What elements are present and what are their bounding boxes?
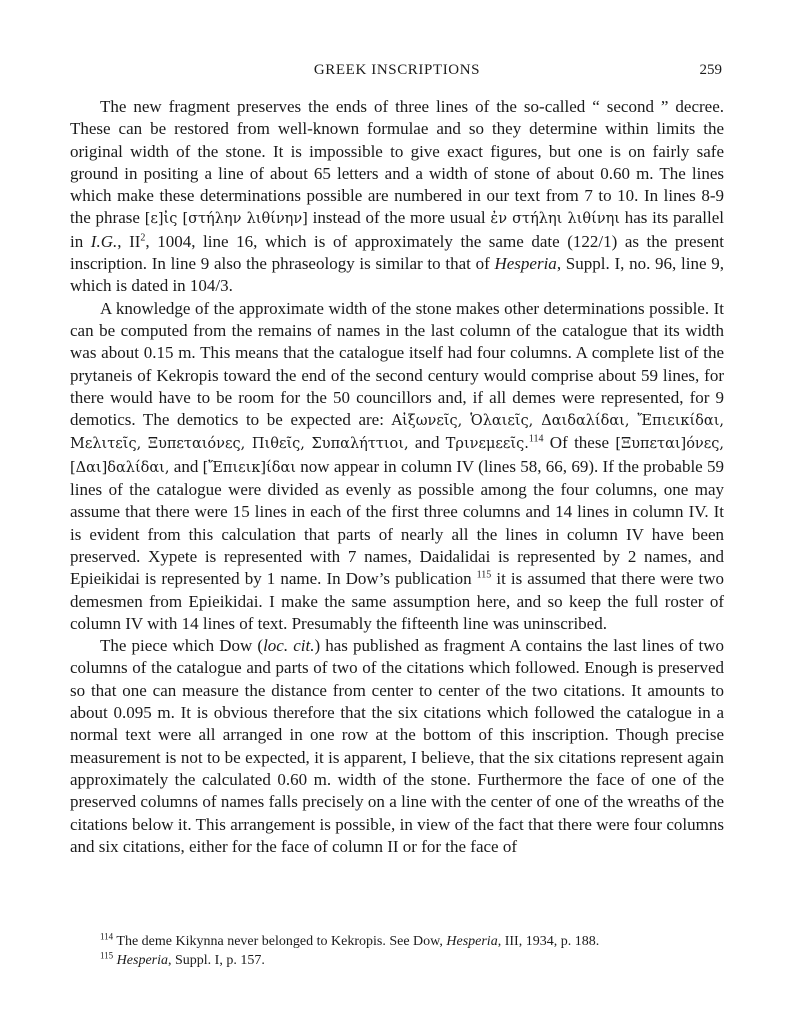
running-head: GREEK INSCRIPTIONS [313,62,481,78]
citation-title: Hesperia [446,934,498,949]
text-run: and [169,456,203,476]
greek-phrase: [Ἔπιεικ]ίδαι [202,459,296,476]
text-run: The deme Kikynna never belonged to Kekropis. See Dow, [113,934,447,949]
main-text [70,96,724,858]
greek-demotics: Αἰξωνεῖς, Ὁλαιεῖς, Δαιδαλίδαι, Ἔπιεικίδαι, Μελιτεῖς, Ξυπεταιόνες, Πιθεῖς, Συπαλήττιοι, [70,413,724,453]
footnotes [100,932,724,970]
paragraph-2 [70,298,724,635]
text-run: and [408,433,446,453]
footnote-115 [100,951,724,970]
text-run: The piece which Dow ( [100,636,264,656]
latin-abbrev: loc. cit. [263,636,315,656]
text-run: now appear in column IV (lines 58, 66, 69). If the probable 59 lines of the catalogue were divided as evenly as possible among the four columns, one may assume that there were 15 lines in each of the first three columns and 14 lines in column IV. It is evident from this calculation that parts of nearly all the lines in column IV have been preserved. Xypete is represented with 7 names, Daidalidai is represented by 2 names, and Epieikidai is represented by 1 name. In Dow’s publication [70,456,725,589]
text-run: Of these [543,433,616,453]
citation-title: I.G. [90,231,118,251]
text-run: ) has published as fragment A contains the last lines of two columns of the catalogue and parts of two of the citations which followed. Enough is preserved so that one can measure the distance from center to center of the two citations. It amounts to about 0.095 m. It is obvious therefore that the six citations which followed the catalogue in a normal text were all arranged in one row at the bottom of this inscription. Though precise measurement is not to be expected, it is apparent, I believe, that the six citations represent again approximately the calculated 0.60 m. width of the stone. Furthermore the face of one of the preserved columns of names falls precisely on a line with the center of one of the wreaths of the citations below it. This arrangement is possible, in view of the fact that there were four columns and six citations, either for the face of column II or for the face of [70,636,724,856]
text-run: , Suppl. I, p. 157. [168,953,265,968]
citation-title: Hesperia [494,254,557,274]
greek-demotic: Τρινεμεεῖς. [445,436,529,453]
text-run: , II [117,231,141,251]
footnote-114 [100,932,724,951]
text-run: has its parallel in [70,208,724,251]
page-header [70,62,724,82]
paragraph-1 [70,96,724,298]
text-run: , III, 1934, p. 188. [497,934,600,949]
text-run: instead of the more usual [307,208,491,228]
superscript: 2 [140,232,146,244]
text-run: A knowledge of the approximate width of the stone makes other determinations possible. It can be computed from the remains of names in the last column of the catalogue that its width was about 0.15 m. This means that the catalogue itself had four columns. A complete list of the prytaneis of Kekropis toward the end of the second century would comprise about 59 lines, for there would have to be room for the 50 councillors and, if all demes were represented, for 9 demotics. The demotics to be expected are: [70,298,724,430]
paragraph-3 [70,635,724,858]
page-number: 259 [699,62,722,78]
footnote-number: 115 [100,950,114,961]
text-run: it is assumed that there were two demesmen from Epieikidai. I make the same assumption here, and so keep the full roster of column IV with 14 lines of text. Presumably the fifteenth line was uninscribed. [70,569,725,633]
footnote-ref: 114 [528,433,544,445]
footnote-ref: 115 [476,569,492,581]
text-run: The new fragment preserves the ends of three lines of the so-called “ second ” decree. These can be restored from well-known formulae and so they determine within limits the original width of the stone. It is impossible to give exact figures, but one is on fairly safe ground in positing a line of about 65 letters and a width of stone of about 0.60 m. The lines which make these determinations possible are numbered in our text from 7 to 10. In lines 8-9 the phrase [70,97,724,228]
text-run: , 1004, line 16, which is of approximately the same date (122/1) as the present inscription. In line 9 also the phraseology is similar to that of [70,231,724,274]
citation-title: Hesperia [116,953,168,968]
greek-phrase: [Ξυπεται]όνες, [Δαι]δαλίδαι, [70,436,724,476]
footnote-number: 114 [100,931,114,942]
greek-phrase: [ε]ἰς [στήλην λιθίνην] [144,211,308,228]
text-run: , Suppl. I, no. 96, line 9, which is dated in 104/3. [70,254,724,296]
greek-phrase: ἐν στήληι λιθίνηι [490,211,620,228]
